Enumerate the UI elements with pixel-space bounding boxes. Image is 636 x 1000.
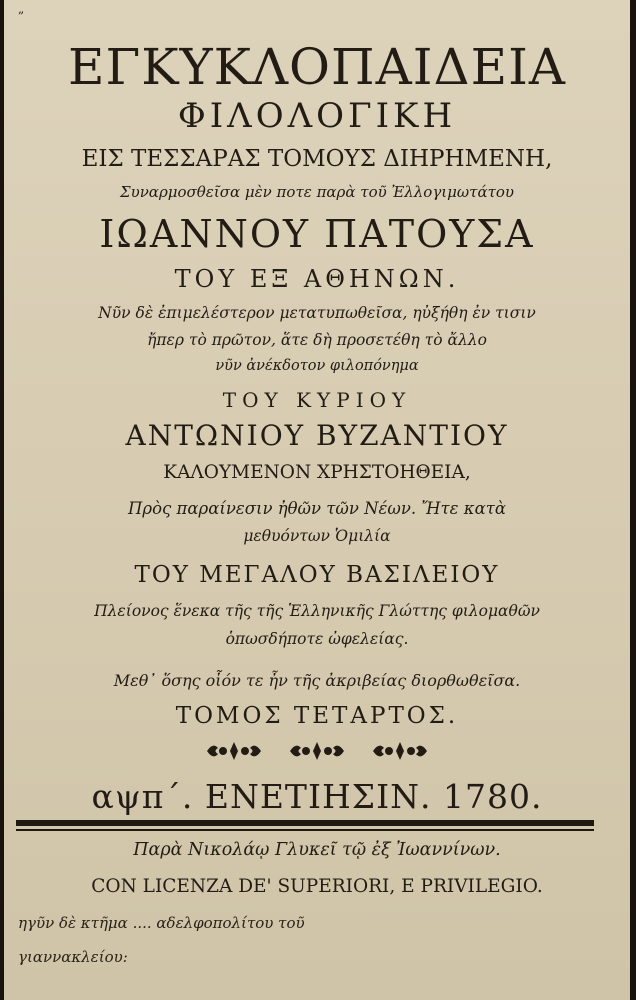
third-author-name: ΤΟΥ ΜΕΓΑΛΟΥ ΒΑΣΙΛΕΙΟΥ bbox=[134, 562, 500, 588]
handwritten-inscription-line-1: ηγῦν δὲ κτῆμα .... αδελφοπολίτου τοῦ bbox=[18, 914, 305, 932]
volume-label: ΤΟΜΟΣ ΤΕΤΑΡΤΟΣ. bbox=[175, 703, 459, 729]
divider-rule-thick bbox=[16, 820, 594, 826]
corrected-note: Μεθ᾽ ὅσης οἷόν τε ἦν τῆς ἀκριβείας διορθωθεῖσα. bbox=[113, 671, 521, 690]
fleuron-ornament-icon bbox=[288, 738, 346, 764]
second-author-name: ΑΝΤΩΝΙΟΥ ΒΥΖΑΝΤΙΟΥ bbox=[125, 419, 509, 452]
reprint-note-line-2: ἤπερ τὸ πρῶτον, ἅτε δὴ προσετέθη τὸ ἄλλο bbox=[147, 331, 487, 349]
reprint-note-line-1: Νῦν δὲ ἐπιμελέστερον μετατυπωθεῖσα, ηὐξήθη ἐν τισιν bbox=[98, 304, 536, 322]
reprint-note-line-3: νῦν ἀνέκδοτον φιλοπόνημα bbox=[215, 358, 419, 374]
author-name: ΙΩΑΝΝΟΥ ΠΑΤΟΥΣΑ bbox=[99, 212, 535, 256]
license-line: CON LICENZA DE' SUPERIORI, E PRIVILEGIO. bbox=[91, 876, 543, 897]
work-description-line-2: μεθυόντων Ὁμιλία bbox=[243, 527, 391, 545]
imprint-place-date: αψπ΄. ΕΝΕΤΙΗΣΙΝ. 1780. bbox=[91, 777, 543, 816]
title-subtitle: ΦΙΛΟΛΟΓΙΚΗ bbox=[177, 96, 457, 136]
purpose-line-1: Πλείονος ἕνεκα τῆς τῆς Ἑλληνικῆς Γλώττης φιλομαθῶν bbox=[94, 602, 540, 620]
fleuron-ornament-icon bbox=[205, 738, 263, 764]
fleuron-ornament-icon bbox=[371, 738, 429, 764]
second-author-prefix: ΤΟΥ ΚΥΡΙΟΥ bbox=[222, 388, 412, 412]
compiled-by-line: Συναρμοσθεῖσα μὲν ποτε παρὰ τοῦ Ἐλλογιμωτάτου bbox=[119, 183, 515, 201]
purpose-line-2: ὁπωσδήποτε ὠφελείας. bbox=[225, 630, 409, 648]
author-origin: ΤΟΥ ΕΞ ΑΘΗΝΩΝ. bbox=[174, 265, 460, 293]
divider-rule-thin bbox=[16, 829, 594, 831]
title-volumes-note: ΕΙΣ ΤΕΣΣΑΡΑΣ ΤΟΜΟΥΣ ΔΙΗΡΗΜΕΝΗ, bbox=[81, 146, 553, 172]
work-description-line-1: Πρὸς παραίνεσιν ἠθῶν τῶν Νέων. Ἤτε κατὰ bbox=[128, 499, 506, 518]
printer-ornaments bbox=[4, 738, 630, 766]
page-mark: „ bbox=[18, 2, 25, 16]
title-main: ΕΓΚΥΚΛΟΠΑΙΔΕΙΑ bbox=[68, 38, 566, 96]
work-title: ΚΑΛΟΥΜΕΝΟΝ ΧΡΗΣΤΟΗΘΕΙΑ, bbox=[163, 462, 471, 483]
handwritten-inscription-line-2: γιαννακλείου: bbox=[18, 948, 128, 966]
title-page bbox=[4, 0, 630, 1000]
printer-line: Παρὰ Νικολάῳ Γλυκεῖ τῷ ἐξ Ἰωαννίνων. bbox=[133, 840, 501, 860]
